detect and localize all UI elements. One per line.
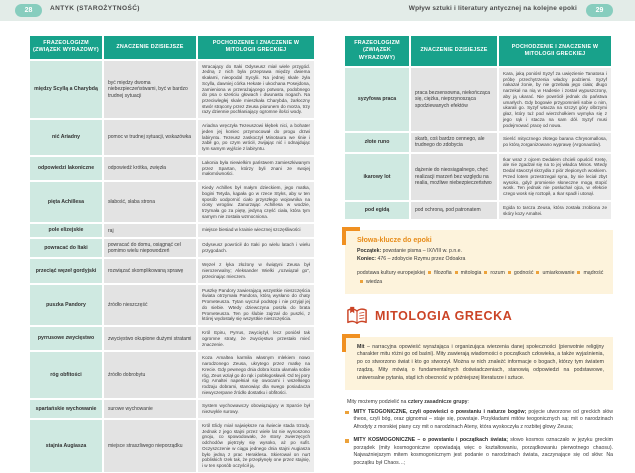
cell-origin: System wychowawczy obowiązujący w Sparcie był niezwykle surowy. [198,400,314,417]
cell-origin: Lakonia była niewielkim państwem zamieszkiwanym przez Spartan, którzy byli znani ze swojej małomówności. [198,157,314,180]
keyword: podstawa kultury europejskiej [357,269,426,276]
cell-term: złote runo [345,133,409,152]
cell-origin: Ariadna wręczyła Tezeuszowi kłębek nici, a bohater jeden jej koniec przymocował do progu drzwi labiryntu. Tezeusz zaskoczył Minotaura we śnie i zabił go, po czym wrócił, zwijając nić i odnajdując tym samym wyjście z labiryntu. [198,120,314,155]
cell-origin: Koza Amaltea karmiła własnym mlekiem nowo narodzonego Zeusa, ukrytego przez matkę na Krecie. Gdy pewnego dnia dobra koza ułamała sobie róg, Zeus wziął go do rąk i pobłogosławił. Od tej pory róg Amaltei napełniał się owocami i wszelkiego rodzaju dobrami, stanowiąc dla swego posiadacza niewyczerpane źródło dostatku i obfitości. [198,352,314,398]
cell-origin: Kiedy Achilles był małym dzieckiem, jego matka, bogini Tetyda, kąpała go w rzece Styks, aby w ten sposób uodpornić ciało przyszłego wojownika na ciosy wrogów. Zanurzając Achillesa w wodzie, trzymała go za piętę, jedyną część ciała, która tym samym nie została wzmocniona. [198,182,314,222]
cell-origin: Odyseusz powrócił do Itaki po wielu latach i wielu przygodach. [198,239,314,258]
cell-meaning: raj [104,224,196,237]
keyword: filozofia [434,269,452,276]
keywords-box-title: Słowa-klucze do epoki [357,237,432,245]
cell-meaning: być między dwoma niebezpieczeństwami, być w bardzo trudnej sytuacji [104,61,196,119]
cell-meaning: źródło nieszczęść [104,285,196,325]
table-row [30,259,314,282]
keywords-list [357,269,604,287]
keyword: mądrość [583,269,604,276]
cell-term: syzyfowa praca [345,68,409,131]
cell-meaning: odpowiedź krótka, zwięzła [104,157,196,180]
groups-intro-suffix: : [467,398,469,405]
cell-meaning: powracać do domu, osiągnąć cel pomimo wielu niepowodzeń [104,239,196,258]
keyword-separator-icon [428,271,431,274]
keyword: umiarkowanie [542,269,575,276]
cell-term: puszka Pandory [30,285,102,325]
table-row [30,157,314,180]
cell-origin: Sierść mitycznego złotego barana Chrysomallosa, po którą zorganizowano wyprawę (Argonautów). [499,133,611,152]
start-text: powstanie pisma – IX/VIII w. p.n.e. [382,248,462,255]
page-number-left: 28 [15,4,42,17]
definition-lead: Mit [357,343,365,350]
bullet-square-icon [345,411,349,415]
cell-term: pole elizejskie [30,224,102,237]
definition-text: – narracyjna opowieść wyrażająca i organizująca wierzenia danej społeczności (pierwotnie religijny charakter mitu różni go od baśni). Mity zawierają wiadomości o początkach człowieka, a także wyjaśnienia, po co stworzono świat i kto go stworzył. Można w nich znaleźć informacje o bogach, którzy tym światem rządzą. Mity mówią o fundamentalnych doświadczeniach, stanowią odpowiedzi na podstawowe, uniwersalne pytania, stąd ich obecność w późniejszej literaturze i sztuce. [357,343,604,381]
table-row [30,224,314,237]
cell-term: stajnia Augiasza [30,420,102,472]
groups-intro-bold: cztery zasadnicze grupy [407,398,468,405]
cell-meaning: rozwiązać skomplikowaną sprawę [104,259,196,282]
column-header: POCHODZENIE I ZNACZENIE W MITOLOGII GRECKIEJ [499,36,611,66]
cell-term: ikarowy lot [345,154,409,200]
column-header: POCHODZENIE I ZNACZENIE W MITOLOGII GRECKIEJ [198,36,314,59]
cell-meaning: praca bezsensowna, niekończąca się, ciężka, nieprzynosząca spodziewanych efektów [411,68,497,131]
groups-intro [347,399,613,405]
cell-term: pod egidą [345,202,409,219]
cell-term: między Scyllą a Charybdą [30,61,102,119]
keyword: mitologia [460,269,482,276]
myth-group-text [354,437,614,467]
cell-meaning: dążenie do nieosiągalnego, chęć realizacji marzeń bez względu na realia, możliwe niebezpieczeństwo [411,154,497,200]
epoch-end-line [357,256,604,264]
cell-meaning: pomoc w trudnej sytuacji, wskazówka [104,120,196,155]
epoch-start-line [357,248,604,256]
table-row [30,285,314,325]
myth-group-text [354,409,614,432]
table-row [30,352,314,398]
top-band [0,0,635,21]
myth-group-lead: MITY KOSMOGONICZNE – o powstaniu i początkach świata; [353,437,508,444]
myth-groups-list [345,409,613,468]
table-row [30,327,314,350]
cell-meaning: pod ochroną, pod patronatem [411,202,497,219]
keywords-box [345,230,613,293]
myth-definition-box [345,337,613,390]
cell-origin: Egida to tarcza Zeusa, która została zrobiona ze skóry kozy Amaltei. [499,202,611,219]
keyword-separator-icon [455,271,458,274]
right-page-column [345,36,613,473]
phraseology-table-right [345,36,613,219]
table-row [30,120,314,155]
end-text: 476 – zdobycie Rzymu przez Odoakra [377,256,466,263]
keyword-separator-icon [484,271,487,274]
cell-meaning: miejsce straszliwego nieporządku [104,420,196,472]
keyword-separator-icon [577,271,580,274]
table-header-row [30,36,314,59]
section-title: MITOLOGIA GRECKA [375,308,513,323]
table-row [30,182,314,222]
bullet-square-icon [345,439,349,443]
keyword: wiedza [366,278,383,285]
left-page-header: ANTYK (STAROŻYTNOŚĆ) [50,5,140,12]
table-row [345,202,613,219]
cell-term: róg obfitości [30,352,102,398]
column-header: FRAZEOLOGIZM (ZWIĄZEK WYRAZOWY) [30,36,102,59]
cell-origin: Węzeł z łyka złożony w świątyni Zeusa był nierozerwalny; Aleksander Wielki „rozwiązał go”, przecinając mieczem. [198,259,314,282]
myth-group-rest: słowo kosmos oznaczało w języku greckim porządek (mity kosmogoniczne opowiadają więc o kształtowaniu, porządkowaniu pierwotnego chaosu). Najważniejszym mitem kosmogonicznym jest podanie o narodzinach świata, zaczynające się od słów: Na początku był Chaos…; [353,437,613,466]
table-row [345,133,613,152]
cell-term: pyrrusowe zwycięstwo [30,327,102,350]
mythology-section-heading [345,306,613,326]
cell-term: pięta Achillesa [30,182,102,222]
myth-group-lead: MITY TEOGONICZNE, czyli opowieści o powstaniu i naturze bogów; [353,408,527,415]
groups-intro-prefix: Mity możemy podzielić na [347,398,408,405]
table-row [30,239,314,258]
table-header-row [345,36,613,66]
table-row [345,154,613,200]
keyword-separator-icon [360,280,363,283]
cell-origin: Kara, jaką poniósł Syzyf za uwięzienie Tanatosa i próbę przechytrzenia władcy podziemi. Syzyf nakazał żonie, by nie grzebała jego ciała; długo narzekał na nią w Hadesie i został wypuszczony, aby ją ukarać. Nie powrócił jednak do państwa umarłych. Gdy bogowie przypomnieli sobie o nim, ukarali go. Syzyf wtacza na szczyt góry olbrzymi głaz, który tuż pod wierzchołkiem wymyka się z jego rąk i stacza na sam dół. Syzyf musi podejmować pracę od nowa. [499,68,611,131]
keyword: rozum [490,269,505,276]
cell-origin: Wracający do Itaki Odyseusz miał wiele przygód. Jedną z nich była przeprawa między dwiema skałami, nieopodal Sycylii. Na jednej skale żyła Scylla, dawniej córka Hekate i ukochana Posejdona, zamieniona w przerażającego potwora, podobnego do psa o sześciu głowach i dwunastu nogach. Na przeciwległej skale mieszkała Charybda, żarłoczny stwór strącony przez Zeusa piorunem do morza, trzy razy dziennie pochłaniający ogromne ilości wody. [198,61,314,119]
table-row [345,68,613,131]
myth-group-rest: pojęcie utworzone od greckich słów theos, czyli bóg, oraz gignomai – staje się, powstaje. Przykładami mitów teogonicznych są: mit o narodzinach Afrodyty z morskiej piany czy mit o narodzinach Ateny, która wyskoczyła z rozbitej głowy Zeusa; [353,408,613,430]
cell-origin: Ikar wraz z ojcem Dedalem chcieli opuścić Kretę, ale nie zgadzał się na to jej władca Minos. Wtedy Dedal stworzył skrzydła z piór zlepionych woskiem. Przed lotem przestrzegał syna, by nie leciał zbyt wysoko, gdyż promienie słoneczne mogą stopić wosk. Ten jednak nie posłuchał ojca, w efekcie czego wosk się roztopił, a Ikar spadł i utonął. [499,154,611,200]
table-row [30,400,314,417]
start-label: Początek: [357,248,382,255]
cell-origin: miejsce biesiad w krainie wiecznej szczęśliwości [198,224,314,237]
cell-origin: Puszkę Pandory zawierającą wszystkie nieszczęścia świata otrzymała Pandora, którą wysłano do chaty Prometeusza. Tytan wyczuł podstęp i nie przyjął jej do siebie. Wtedy dziewczyna poszła do brata Prometeusza. Ten po ślubie zajrzał do puszki, z której wydostały się wszystkie nieszczęścia. [198,285,314,325]
column-header: FRAZEOLOGIZM (ZWIĄZEK WYRAZOWY) [345,36,409,66]
cell-origin: Król Elidy miał największe na świecie stada trzody. Jednak z jego stajni przez wiele lat nie wynoszono gnoju, co spowodowało, że stosy zwierzęcych odchodów piętrzyły się wysoko, aż po sufit. Oczyszczenie w ciągu jednego dnia stajni Augiasza było jedną z prac Heraklesa. Skierował on nurt pobliskich rzek tak, że przepłynęły one przez stajnię, i w ten sposób oczyścił ją. [198,420,314,472]
cell-term: powracać do Itaki [30,239,102,258]
cell-term: odpowiedzi lakoniczne [30,157,102,180]
page-number-right: 29 [586,4,613,17]
cell-meaning: słabość, słaba strona [104,182,196,222]
keyword-separator-icon [536,271,539,274]
cell-term: spartańskie wychowanie [30,400,102,417]
end-label: Koniec: [357,256,377,263]
keyword: godność [513,269,534,276]
table-row [30,61,314,119]
cell-meaning: źródło dobrobytu [104,352,196,398]
cell-term: nić Ariadny [30,120,102,155]
myth-group-item [345,409,613,432]
myth-group-item [345,437,613,467]
keyword-separator-icon [508,271,511,274]
column-header: ZNACZENIE DZISIEJSZE [104,36,196,59]
cell-term: przeciąć węzeł gordyjski [30,259,102,282]
cell-meaning: skarb, coś bardzo cennego, ale trudnego do zdobycia [411,133,497,152]
phraseology-table-left [30,36,314,472]
open-book-icon [345,306,369,326]
cell-origin: Król Epiru, Pyrrus, zwyciężył, lecz poniósł tak ogromne straty, że zwycięstwo przestało mieć znaczenie. [198,327,314,350]
cell-meaning: zwycięstwo okupione dużymi stratami [104,327,196,350]
right-page-header: Wpływ sztuki i literatury antycznej na kolejne epoki [408,5,577,12]
column-header: ZNACZENIE DZISIEJSZE [411,36,497,66]
table-row [30,420,314,472]
cell-meaning: surowe wychowanie [104,400,196,417]
